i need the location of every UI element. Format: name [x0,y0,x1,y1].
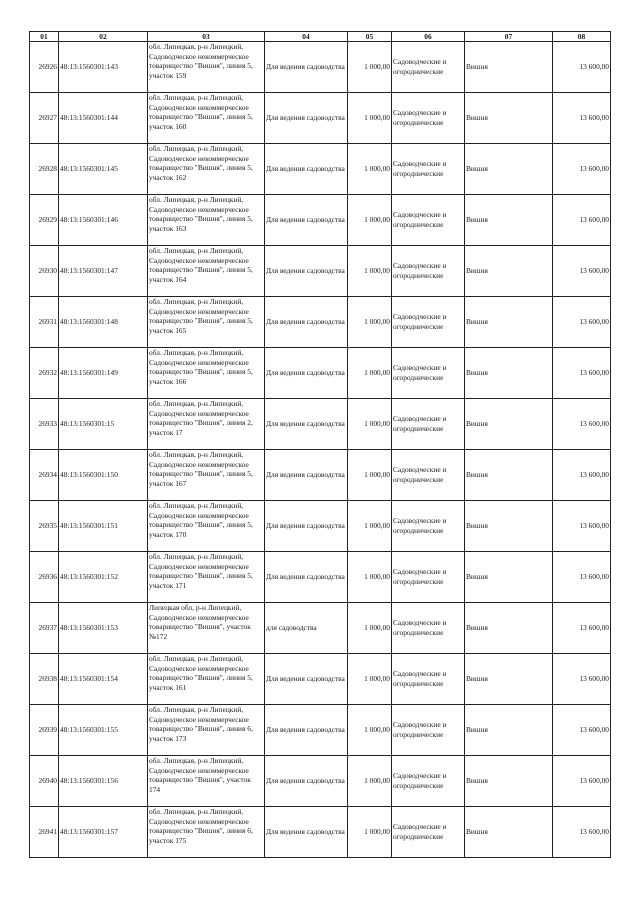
cadastral-value-cell: 13 600,00 [553,399,611,450]
cadastral-number-cell: 48:13:1560301:147 [59,246,148,297]
area-cell: 1 000,00 [348,348,392,399]
column-header: 07 [465,32,553,42]
permitted-use-cell: Для ведения садоводства [265,807,348,858]
land-category-cell: Садоводческие и огороднические [392,501,465,552]
permitted-use-cell: для садоводства [265,603,348,654]
address-cell [148,195,265,246]
cadastral-value-cell: 13 600,00 [553,450,611,501]
area-cell: 1 000,00 [348,297,392,348]
land-category-cell: Садоводческие и огороднические [392,42,465,93]
address-cell [148,246,265,297]
name-cell: Вишня [465,348,553,399]
column-header: 04 [265,32,348,42]
cadastral-number-cell: 48:13:1560301:145 [59,144,148,195]
land-category-cell: Садоводческие и огороднические [392,93,465,144]
table-row [30,42,611,93]
land-category-cell: Садоводческие и огороднические [392,654,465,705]
cadastral-value-cell: 13 600,00 [553,297,611,348]
address-cell [148,705,265,756]
address-cell [148,807,265,858]
permitted-use-cell: Для ведения садоводства [265,297,348,348]
table-row [30,501,611,552]
area-cell: 1 000,00 [348,705,392,756]
cadastral-value-cell: 13 600,00 [553,501,611,552]
table-row [30,93,611,144]
row-number-cell: 26940 [30,756,59,807]
cadastral-value-cell: 13 600,00 [553,42,611,93]
address-text: обл. Липецкая, р-н Липецкий, Садоводческое некоммерческое товарищество "Вишня", линия 5, участок 159 [149,42,253,80]
address-text: обл. Липецкая, р-н Липецкий, Садоводческое некоммерческое товарищество "Вишня", участок 174 [149,756,251,794]
column-header: 06 [392,32,465,42]
name-cell: Вишня [465,756,553,807]
name-cell: Вишня [465,399,553,450]
cadastral-number-cell: 48:13:1560301:143 [59,42,148,93]
address-cell [148,501,265,552]
permitted-use-cell: Для ведения садоводства [265,42,348,93]
permitted-use-cell: Для ведения садоводства [265,399,348,450]
permitted-use-cell: Для ведения садоводства [265,93,348,144]
column-header: 02 [59,32,148,42]
address-text: обл. Липецкая, р-н Липецкий, Садоводческое некоммерческое товарищество "Вишня", линия 5, участок 167 [149,450,253,488]
address-cell [148,348,265,399]
address-cell [148,297,265,348]
address-text: обл. Липецкая, р-н Липецкий, Садоводческое некоммерческое товарищество "Вишня", линия 2, участок 17 [149,399,253,437]
table-row [30,450,611,501]
cadastral-number-cell: 48:13:1560301:148 [59,297,148,348]
address-cell [148,603,265,654]
permitted-use-cell: Для ведения садоводства [265,195,348,246]
address-text: обл. Липецкая, р-н Липецкий, Садоводческое некоммерческое товарищество "Вишня", линия 5, участок 164 [149,246,253,284]
area-cell: 1 000,00 [348,195,392,246]
row-number-cell: 26941 [30,807,59,858]
address-cell [148,144,265,195]
area-cell: 1 000,00 [348,807,392,858]
table-row [30,705,611,756]
cadastral-value-cell: 13 600,00 [553,144,611,195]
name-cell: Вишня [465,654,553,705]
row-number-cell: 26934 [30,450,59,501]
area-cell: 1 000,00 [348,42,392,93]
address-text: обл. Липецкая, р-н Липецкий, Садоводческое некоммерческое товарищество "Вишня", линия 5, участок 160 [149,93,253,131]
area-cell: 1 000,00 [348,654,392,705]
row-number-cell: 26931 [30,297,59,348]
name-cell: Вишня [465,246,553,297]
row-number-cell: 26929 [30,195,59,246]
cadastral-value-cell: 13 600,00 [553,603,611,654]
cadastral-number-cell: 48:13:1560301:151 [59,501,148,552]
land-category-cell: Садоводческие и огороднические [392,807,465,858]
header-row [30,32,611,42]
permitted-use-cell: Для ведения садоводства [265,552,348,603]
cadastral-number-cell: 48:13:1560301:153 [59,603,148,654]
name-cell: Вишня [465,93,553,144]
area-cell: 1 000,00 [348,246,392,297]
cadastral-number-cell: 48:13:1560301:146 [59,195,148,246]
cadastral-value-cell: 13 600,00 [553,756,611,807]
cadastral-value-cell: 13 600,00 [553,93,611,144]
cadastral-value-cell: 13 600,00 [553,807,611,858]
cadastral-number-cell: 48:13:1560301:149 [59,348,148,399]
area-cell: 1 000,00 [348,552,392,603]
address-text: обл. Липецкая, р-н Липецкий, Садоводческое некоммерческое товарищество "Вишня", линия 5, участок 163 [149,195,253,233]
land-category-cell: Садоводческие и огороднические [392,450,465,501]
address-cell [148,399,265,450]
row-number-cell: 26938 [30,654,59,705]
area-cell: 1 000,00 [348,501,392,552]
row-number-cell: 26939 [30,705,59,756]
table-row [30,807,611,858]
cadastral-number-cell: 48:13:1560301:150 [59,450,148,501]
land-category-cell: Садоводческие и огороднические [392,348,465,399]
row-number-cell: 26928 [30,144,59,195]
row-number-cell: 26926 [30,42,59,93]
address-cell [148,42,265,93]
name-cell: Вишня [465,42,553,93]
name-cell: Вишня [465,603,553,654]
address-text: обл. Липецкая, р-н Липецкий, Садоводческое некоммерческое товарищество "Вишня", линия 5, участок 161 [149,654,253,692]
row-number-cell: 26933 [30,399,59,450]
land-category-cell: Садоводческие и огороднические [392,756,465,807]
permitted-use-cell: Для ведения садоводства [265,348,348,399]
table-row [30,603,611,654]
name-cell: Вишня [465,297,553,348]
land-category-cell: Садоводческие и огороднические [392,705,465,756]
area-cell: 1 000,00 [348,603,392,654]
column-header: 03 [148,32,265,42]
permitted-use-cell: Для ведения садоводства [265,450,348,501]
column-header: 01 [30,32,59,42]
address-text: Липецкая обл, р-н Липецкий, Садоводческое некоммерческое товарищество "Вишня", участок №172 [149,603,251,641]
address-cell [148,552,265,603]
cadastral-number-cell: 48:13:1560301:152 [59,552,148,603]
table-row [30,246,611,297]
table-row [30,195,611,246]
table-row [30,399,611,450]
permitted-use-cell: Для ведения садоводства [265,756,348,807]
address-text: обл. Липецкая, р-н Липецкий, Садоводческое некоммерческое товарищество "Вишня", линия 5, участок 166 [149,348,253,386]
cadastral-number-cell: 48:13:1560301:144 [59,93,148,144]
table-row [30,348,611,399]
permitted-use-cell: Для ведения садоводства [265,501,348,552]
cadastral-value-cell: 13 600,00 [553,195,611,246]
address-text: обл. Липецкая, р-н Липецкий, Садоводческое некоммерческое товарищество "Вишня", линия 5, участок 171 [149,552,253,590]
table-row [30,144,611,195]
cadastral-value-cell: 13 600,00 [553,552,611,603]
address-cell [148,450,265,501]
row-number-cell: 26927 [30,93,59,144]
name-cell: Вишня [465,552,553,603]
row-number-cell: 26936 [30,552,59,603]
address-text: обл. Липецкая, р-н Липецкий, Садоводческое некоммерческое товарищество "Вишня", линия 6, участок 173 [149,705,253,743]
permitted-use-cell: Для ведения садоводства [265,246,348,297]
permitted-use-cell: Для ведения садоводства [265,654,348,705]
address-text: обл. Липецкая, р-н Липецкий, Садоводческое некоммерческое товарищество "Вишня", линия 6, участок 175 [149,807,253,845]
area-cell: 1 000,00 [348,399,392,450]
name-cell: Вишня [465,705,553,756]
area-cell: 1 000,00 [348,450,392,501]
name-cell: Вишня [465,450,553,501]
land-category-cell: Садоводческие и огороднические [392,552,465,603]
land-category-cell: Садоводческие и огороднические [392,297,465,348]
area-cell: 1 000,00 [348,756,392,807]
cadastral-number-cell: 48:13:1560301:157 [59,807,148,858]
land-registry-table [29,31,611,858]
address-cell [148,756,265,807]
table-row [30,552,611,603]
table-row [30,756,611,807]
address-text: обл. Липецкая, р-н Липецкий, Садоводческое некоммерческое товарищество "Вишня", линия 5, участок 170 [149,501,253,539]
address-cell [148,93,265,144]
land-category-cell: Садоводческие и огороднические [392,399,465,450]
row-number-cell: 26932 [30,348,59,399]
cadastral-value-cell: 13 600,00 [553,705,611,756]
column-header: 05 [348,32,392,42]
table-row [30,654,611,705]
land-category-cell: Садоводческие и огороднические [392,195,465,246]
row-number-cell: 26935 [30,501,59,552]
cadastral-value-cell: 13 600,00 [553,246,611,297]
address-text: обл. Липецкая, р-н Липецкий, Садоводческое некоммерческое товарищество "Вишня", линия 5, участок 165 [149,297,253,335]
permitted-use-cell: Для ведения садоводства [265,144,348,195]
area-cell: 1 000,00 [348,93,392,144]
address-text: обл. Липецкая, р-н Липецкий, Садоводческое некоммерческое товарищество "Вишня", линия 5, участок 162 [149,144,253,182]
row-number-cell: 26930 [30,246,59,297]
name-cell: Вишня [465,807,553,858]
land-category-cell: Садоводческие и огороднические [392,246,465,297]
permitted-use-cell: Для ведения садоводства [265,705,348,756]
land-category-cell: Садоводческие и огороднические [392,144,465,195]
name-cell: Вишня [465,501,553,552]
row-number-cell: 26937 [30,603,59,654]
cadastral-number-cell: 48:13:1560301:154 [59,654,148,705]
area-cell: 1 000,00 [348,144,392,195]
cadastral-number-cell: 48:13:1560301:15 [59,399,148,450]
cadastral-value-cell: 13 600,00 [553,348,611,399]
name-cell: Вишня [465,144,553,195]
land-category-cell: Садоводческие и огороднические [392,603,465,654]
cadastral-value-cell: 13 600,00 [553,654,611,705]
name-cell: Вишня [465,195,553,246]
cadastral-number-cell: 48:13:1560301:155 [59,705,148,756]
column-header: 08 [553,32,611,42]
table-row [30,297,611,348]
address-cell [148,654,265,705]
cadastral-number-cell: 48:13:1560301:156 [59,756,148,807]
